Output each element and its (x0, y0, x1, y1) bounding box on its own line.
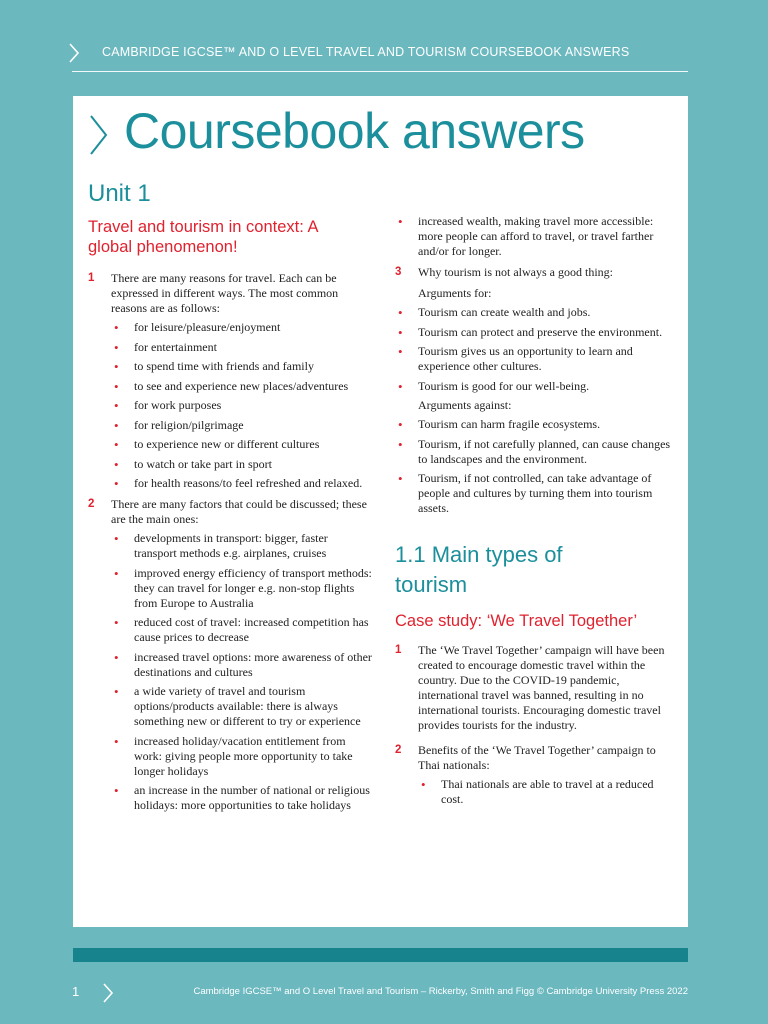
list-item: • Tourism can create wealth and jobs. (395, 305, 675, 320)
list-item: • increased holiday/vacation entitlement from work: giving people more opportunity to take longer holidays (111, 734, 373, 779)
left-column (88, 217, 373, 819)
question-number: 1 (88, 272, 95, 284)
header-rule (72, 71, 688, 72)
list-item: • improved energy efficiency of transport methods: they can travel for longer e.g. non-stop flights from Europe to Australia (111, 566, 373, 611)
question-number: 2 (395, 744, 402, 756)
list-item: • Tourism gives us an opportunity to learn and experience other cultures. (395, 344, 675, 374)
list-item: • Thai nationals are able to travel at a reduced cost. (418, 777, 675, 807)
right-column (395, 214, 675, 813)
list-item: • to spend time with friends and family (111, 359, 373, 374)
list-item: • for leisure/pleasure/enjoyment (111, 320, 373, 335)
question-number: 1 (395, 644, 402, 656)
list-item: • an increase in the number of national or religious holidays: more opportunities to take holidays (111, 783, 373, 813)
case-study-heading: Case study: ‘We Travel Together’ (395, 612, 638, 630)
question-text: There are many reasons for travel. Each can be expressed in different ways. The most common reasons are as follows: (111, 271, 339, 315)
chevron-right-icon (102, 982, 114, 1004)
question-number: 3 (395, 266, 402, 278)
list-item: • increased travel options: more awareness of other destinations and cultures (111, 650, 373, 680)
list-item: • developments in transport: bigger, faster transport methods e.g. airplanes, cruises (111, 531, 373, 561)
list-item: • a wide variety of travel and tourism options/products available: there is always something new or different to try or experience (111, 684, 373, 729)
list-item: • for health reasons/to feel refreshed and relaxed. (111, 476, 373, 491)
question-number: 2 (88, 498, 95, 510)
section-title: 1.1 Main types of tourism (395, 542, 563, 597)
list-item: • to experience new or different cultures (111, 437, 373, 452)
list-item: • to see and experience new places/adventures (111, 379, 373, 394)
bullet-list (111, 531, 373, 813)
footer-band (73, 948, 688, 962)
arguments-for-label: Arguments for: (418, 286, 492, 300)
question-text: There are many factors that could be discussed; these are the main ones: (111, 497, 367, 526)
bullet-list (111, 320, 373, 491)
unit-heading: Unit 1 (88, 180, 151, 207)
question-text: The ‘We Travel Together’ campaign will have been created to encourage domestic travel within the country. Due to the COVID-19 pandemic, international travel was banned, resulting in no international tourists. Encouraging domestic travel provides tourists for the industry. (418, 643, 665, 732)
list-item: • Tourism, if not controlled, can take advantage of people and cultures by turning them into tourism assets. (395, 471, 675, 516)
case-question-1 (395, 643, 675, 733)
list-item: • Tourism, if not carefully planned, can cause changes to landscapes and the environment. (395, 437, 675, 467)
header-bar (0, 0, 768, 72)
page-number: 1 (72, 984, 80, 999)
bullet-list (395, 305, 675, 394)
question-3 (395, 265, 675, 280)
page-title: Coursebook answers (124, 103, 585, 159)
bullet-list (395, 214, 675, 259)
question-1 (88, 271, 373, 491)
list-item: • for religion/pilgrimage (111, 418, 373, 433)
question-text: Benefits of the ‘We Travel Together’ campaign to Thai nationals: (418, 743, 656, 772)
arguments-against-label: Arguments against: (418, 398, 512, 412)
question-2 (88, 497, 373, 813)
list-item: • for entertainment (111, 340, 373, 355)
chevron-right-icon (68, 42, 80, 64)
list-item: • reduced cost of travel: increased competition has cause prices to decrease (111, 615, 373, 645)
question-text: Why tourism is not always a good thing: (418, 265, 613, 279)
footer-text: Cambridge IGCSE™ and O Level Travel and Tourism – Rickerby, Smith and Figg © Cambridge University Press 2022 (193, 986, 688, 997)
bullet-list (395, 417, 675, 516)
list-item: • for work purposes (111, 398, 373, 413)
list-item: • increased wealth, making travel more accessible: more people can afford to travel, or travel farther and/or for longer. (395, 214, 675, 259)
bullet-list (418, 777, 675, 807)
list-item: • Tourism can harm fragile ecosystems. (395, 417, 675, 432)
list-item: • Tourism is good for our well-being. (395, 379, 675, 394)
section-heading: Travel and tourism in context: A global phenomenon! (88, 218, 318, 256)
list-item: • Tourism can protect and preserve the environment. (395, 325, 675, 340)
chevron-right-icon (88, 113, 110, 157)
case-question-2 (395, 743, 675, 807)
header-title: CAMBRIDGE IGCSE™ AND O LEVEL TRAVEL AND TOURISM COURSEBOOK ANSWERS (102, 45, 630, 59)
list-item: • to watch or take part in sport (111, 457, 373, 472)
content-page (73, 96, 688, 927)
